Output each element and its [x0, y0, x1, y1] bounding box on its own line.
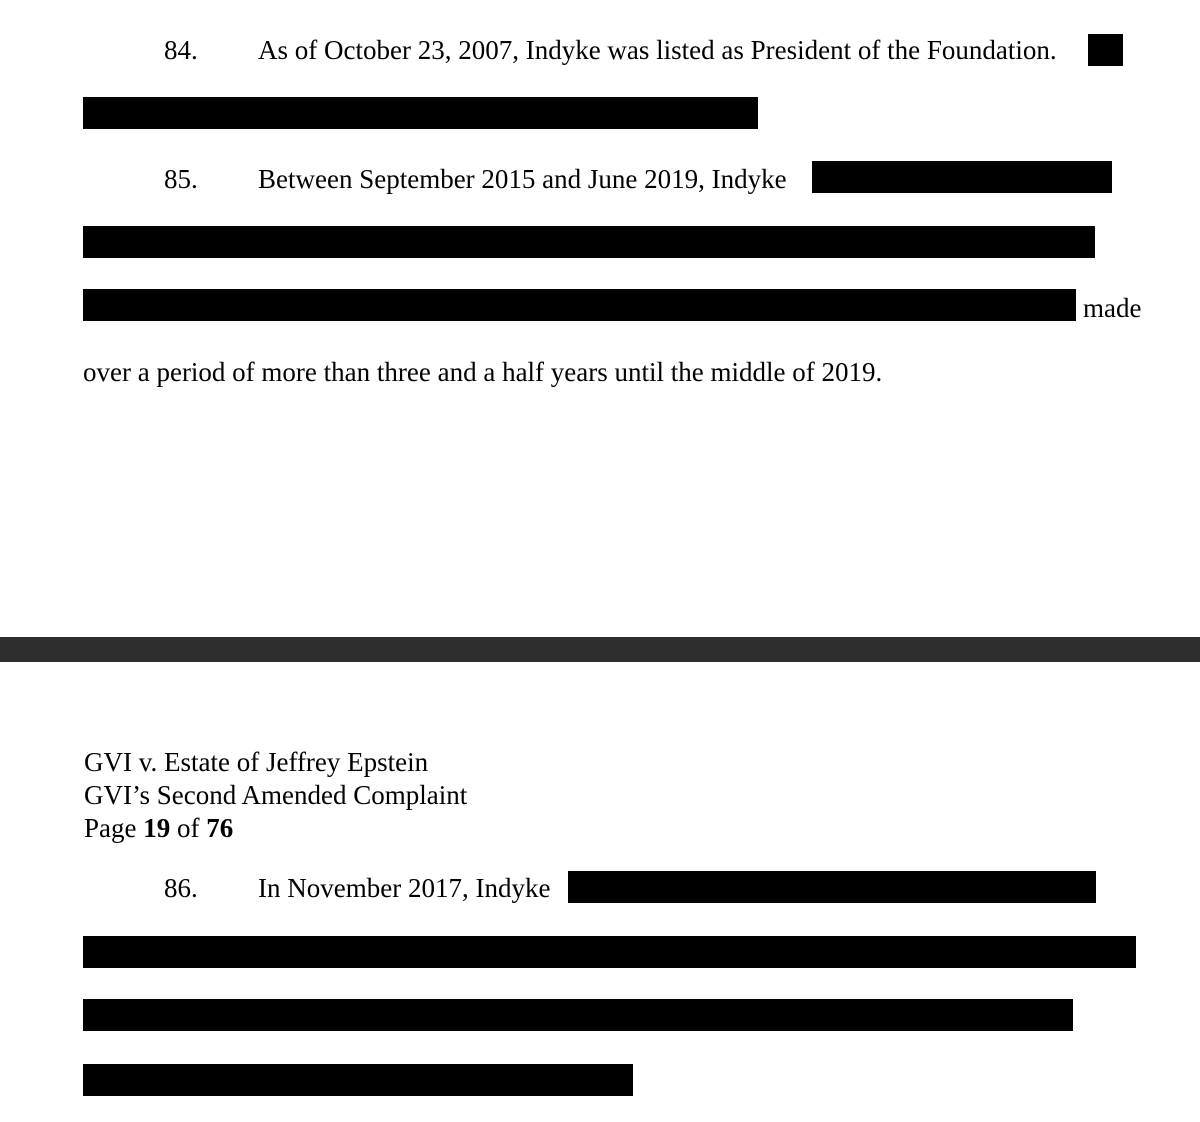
- paragraph-85-text: Between September 2015 and June 2019, Indyke: [258, 164, 787, 194]
- redaction-box: [83, 226, 1095, 258]
- paragraph-number-86: 86.: [164, 873, 198, 903]
- paragraph-number-85: 85.: [164, 164, 198, 194]
- page-total: 76: [206, 813, 234, 843]
- redaction-box: [83, 1064, 633, 1096]
- redaction-box: [83, 289, 1076, 321]
- redaction-box: [83, 936, 1136, 968]
- page-separator: [0, 637, 1200, 662]
- document-title: GVI’s Second Amended Complaint: [84, 780, 468, 810]
- paragraph-85-continuation: made: [1083, 293, 1142, 323]
- page-prefix: Page: [84, 813, 137, 843]
- page-number: 19: [143, 813, 171, 843]
- redaction-box: [812, 161, 1112, 193]
- case-title: GVI v. Estate of Jeffrey Epstein: [84, 747, 429, 777]
- paragraph-84-text: As of October 23, 2007, Indyke was listed as President of the Foundation.: [258, 35, 1057, 65]
- paragraph-86-text: In November 2017, Indyke: [258, 873, 551, 903]
- redaction-box: [83, 999, 1073, 1031]
- redaction-box: [568, 871, 1096, 903]
- page-indicator: [84, 812, 233, 844]
- paragraph-number-84: 84.: [164, 35, 198, 65]
- redaction-box: [83, 97, 758, 129]
- paragraph-85-last-line: over a period of more than three and a half years until the middle of 2019.: [83, 357, 883, 387]
- redaction-box: [1088, 34, 1123, 66]
- page-of: of: [176, 813, 200, 843]
